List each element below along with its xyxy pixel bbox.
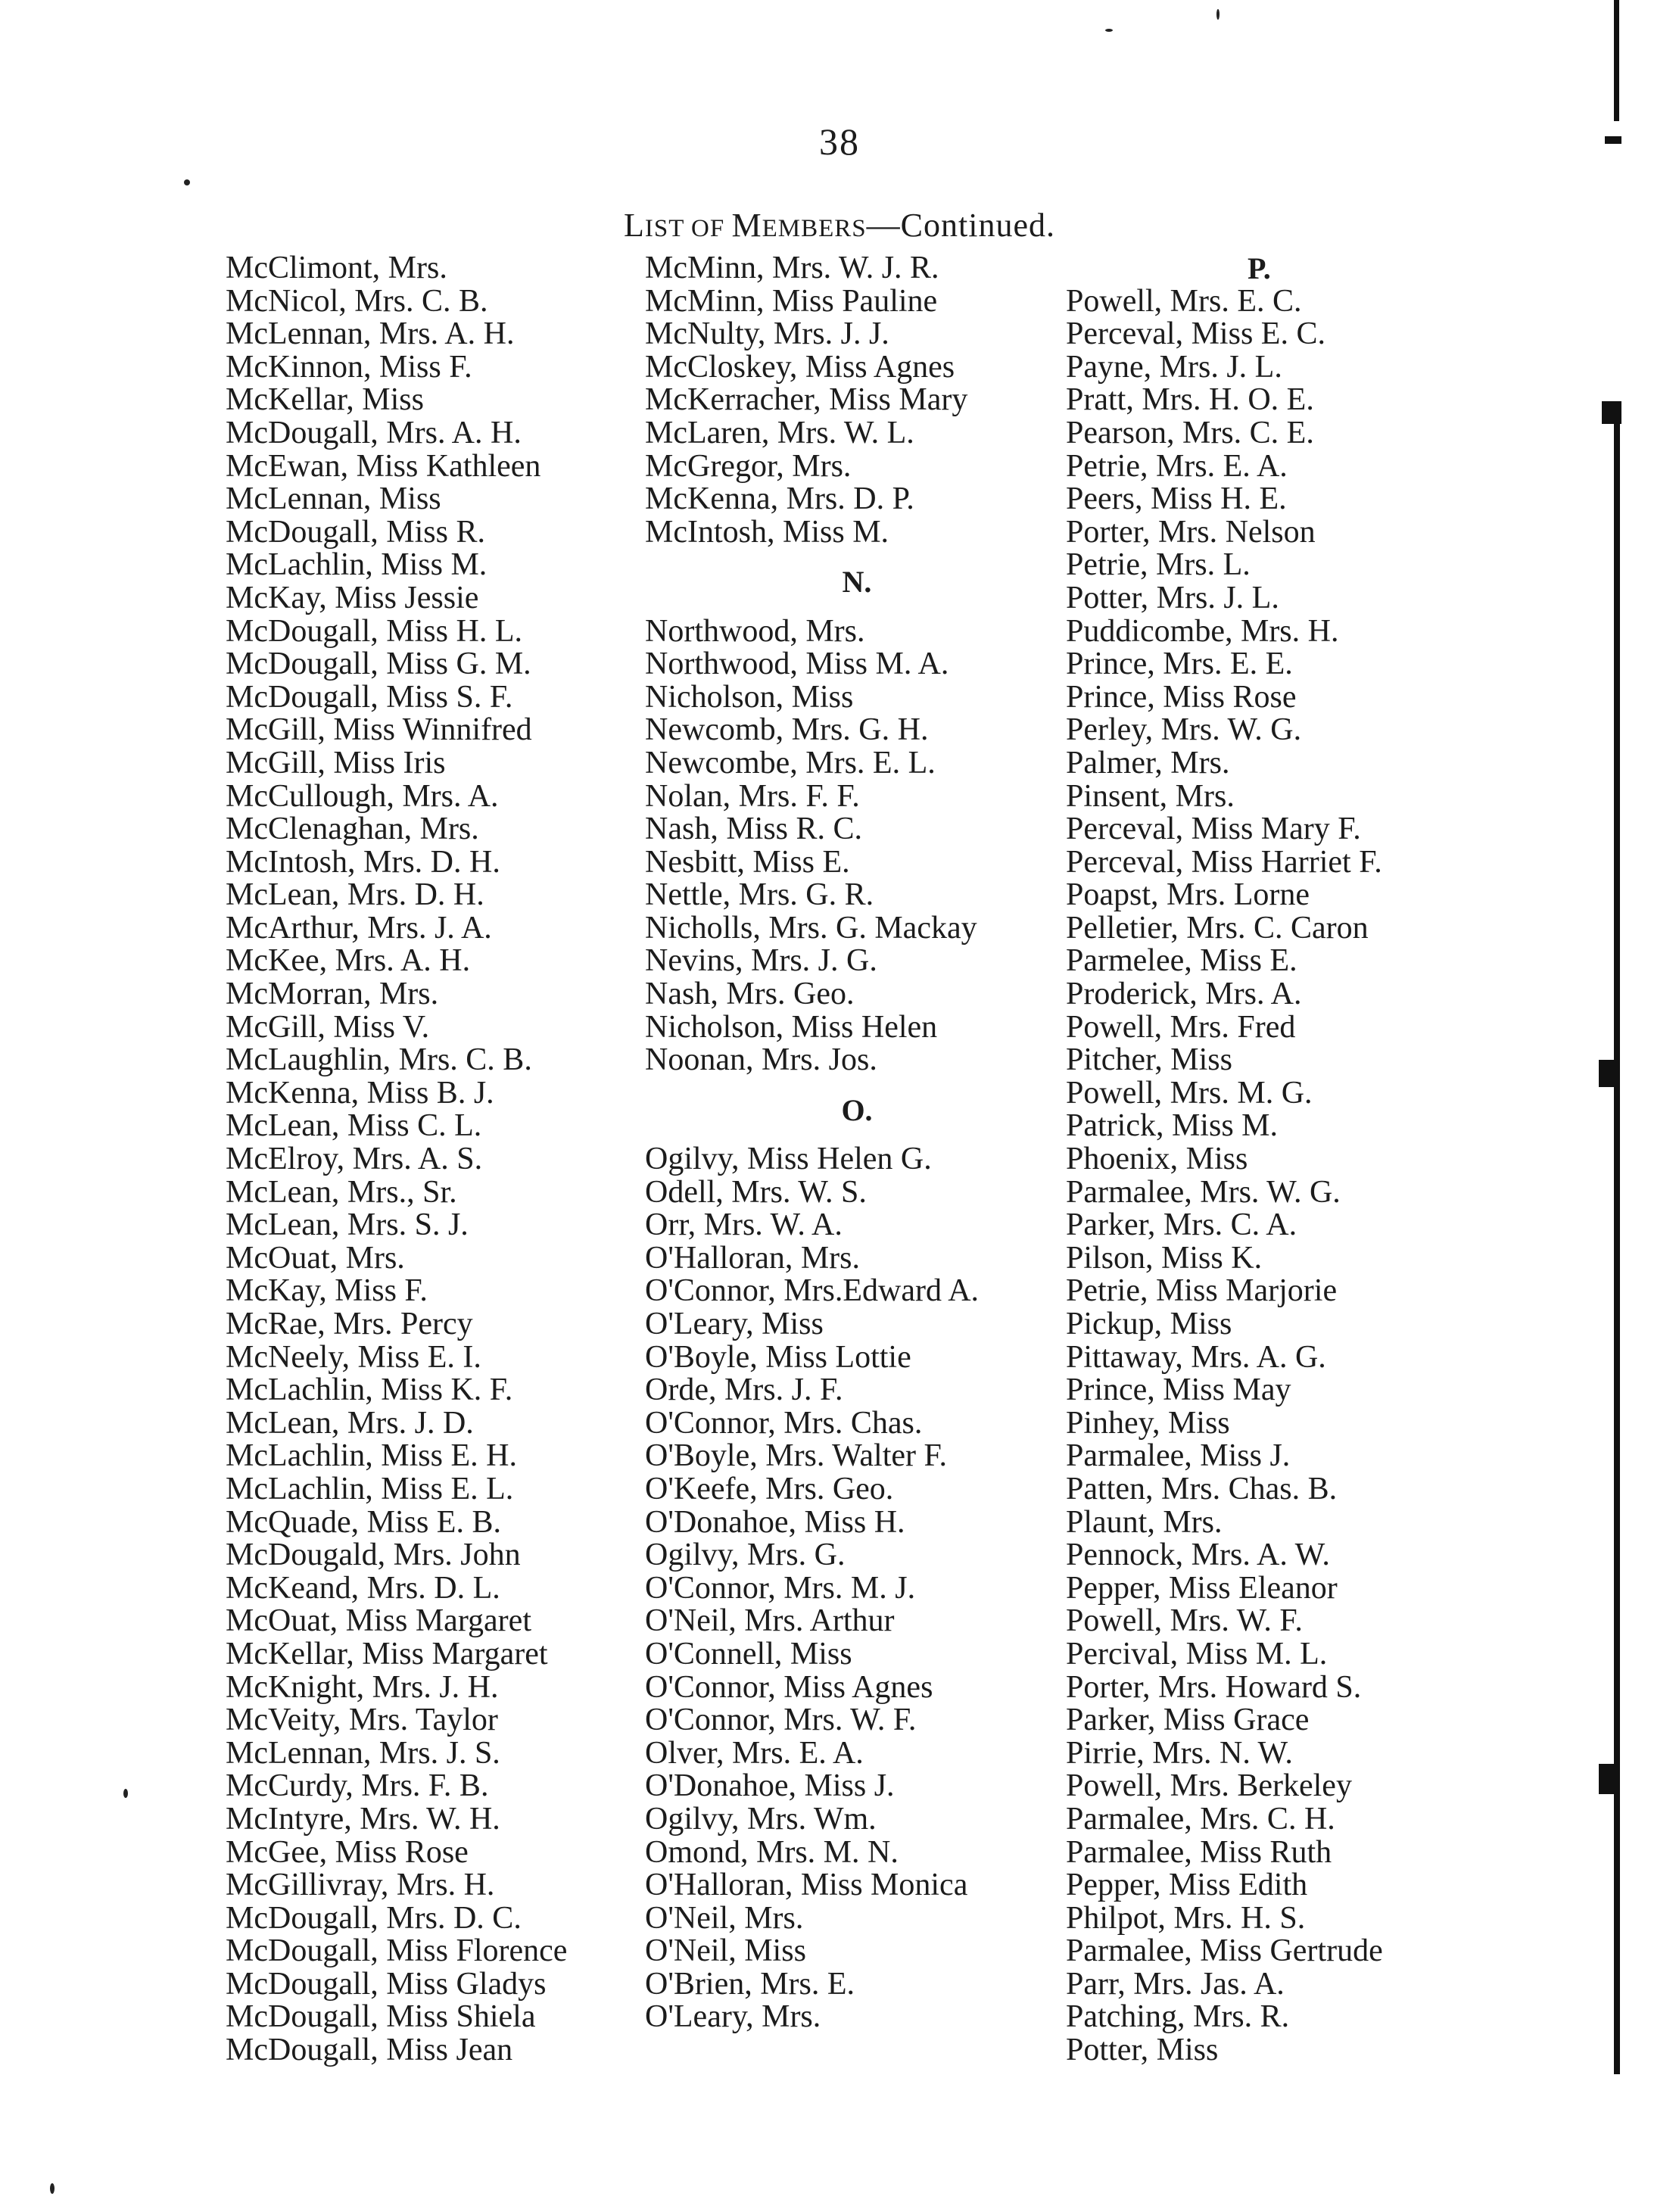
section-p bbox=[1066, 285, 1459, 2067]
member-entry: McQuade, Miss E. B. bbox=[226, 1504, 501, 1540]
member-entry: McDougall, Miss Shiela bbox=[226, 1999, 536, 2035]
member-entry: McOuat, Mrs. bbox=[226, 1240, 405, 1276]
member-entry: Powell, Mrs. Berkeley bbox=[1066, 1768, 1352, 1804]
heading-tail: —Continued. bbox=[866, 207, 1055, 244]
member-entry: Parker, Miss Grace bbox=[1066, 1703, 1310, 1738]
member-entry: McGill, Miss Iris bbox=[226, 745, 446, 780]
member-entry: McCurdy, Mrs. F. B. bbox=[226, 1768, 489, 1804]
member-entry: McEwan, Miss Kathleen bbox=[226, 448, 541, 484]
section-letter-n: N. bbox=[842, 565, 872, 600]
member-entry: O'Leary, Mrs. bbox=[645, 1999, 821, 2035]
member-column-2 bbox=[645, 252, 1069, 2034]
member-entry: Parmalee, Miss Ruth bbox=[1066, 1834, 1332, 1870]
member-entry: Pitcher, Miss bbox=[1066, 1042, 1232, 1078]
section-gap bbox=[645, 599, 1069, 615]
member-entry: Parr, Mrs. Jas. A. bbox=[1066, 1966, 1285, 2002]
section-gap bbox=[645, 1126, 1069, 1143]
member-entry: Petrie, Mrs. E. A. bbox=[1066, 448, 1288, 484]
member-entry: Phoenix, Miss bbox=[1066, 1142, 1248, 1177]
member-entry: Puddicombe, Mrs. H. bbox=[1066, 613, 1339, 649]
member-entry: McNeely, Miss E. I. bbox=[226, 1339, 481, 1375]
member-entry: McKee, Mrs. A. H. bbox=[226, 943, 471, 979]
member-entry: Parmelee, Miss E. bbox=[1066, 943, 1297, 979]
member-entry: Nolan, Mrs. F. F. bbox=[645, 778, 860, 814]
member-entry: McMinn, Mrs. W. J. R. bbox=[645, 251, 939, 285]
member-entry: McGregor, Mrs. bbox=[645, 448, 852, 484]
heading-smallcaps-1: IST OF bbox=[644, 215, 732, 242]
page-number: 38 bbox=[819, 120, 860, 163]
member-entry: McKnight, Mrs. J. H. bbox=[226, 1669, 499, 1705]
member-entry: O'Halloran, Miss Monica bbox=[645, 1868, 968, 1903]
member-entry: Olver, Mrs. E. A. bbox=[645, 1735, 864, 1771]
member-entry: Payne, Mrs. J. L. bbox=[1066, 349, 1282, 385]
member-entry: McVeity, Mrs. Taylor bbox=[226, 1703, 498, 1738]
member-entry: Prince, Mrs. E. E. bbox=[1066, 646, 1293, 682]
member-entry: McGillivray, Mrs. H. bbox=[226, 1868, 495, 1903]
member-entry: Petrie, Mrs. L. bbox=[1066, 547, 1251, 583]
scan-speck bbox=[1105, 29, 1113, 32]
member-entry: Northwood, Miss M. A. bbox=[645, 646, 949, 682]
member-entry: McOuat, Miss Margaret bbox=[226, 1603, 531, 1639]
member-entry: Nevins, Mrs. J. G. bbox=[645, 943, 877, 979]
member-entry: Porter, Mrs. Howard S. bbox=[1066, 1669, 1362, 1705]
member-entry: O'Boyle, Miss Lottie bbox=[645, 1339, 911, 1375]
member-entry: Pennock, Mrs. A. W. bbox=[1066, 1537, 1330, 1573]
section-gap bbox=[645, 549, 1069, 565]
member-entry: O'Connor, Mrs.Edward A. bbox=[645, 1273, 980, 1309]
member-entry: Nicholson, Miss Helen bbox=[645, 1009, 938, 1045]
member-entry: Nash, Mrs. Geo. bbox=[645, 977, 855, 1012]
member-entry: Pepper, Miss Edith bbox=[1066, 1868, 1308, 1903]
member-entry: McDougald, Mrs. John bbox=[226, 1537, 521, 1573]
page-heading bbox=[0, 206, 1679, 245]
member-entry: McKellar, Miss bbox=[226, 382, 424, 418]
member-entry: McLean, Miss C. L. bbox=[226, 1108, 482, 1144]
member-entry: Parmalee, Mrs. W. G. bbox=[1066, 1174, 1341, 1210]
member-entry: O'Neil, Mrs. bbox=[645, 1900, 804, 1936]
member-entry: O'Connell, Miss bbox=[645, 1636, 852, 1671]
member-entry: McKeand, Mrs. D. L. bbox=[226, 1570, 500, 1606]
member-entry: McLachlin, Miss M. bbox=[226, 547, 488, 583]
member-entry: Prince, Miss Rose bbox=[1066, 679, 1297, 715]
member-entry: Pilson, Miss K. bbox=[1066, 1240, 1263, 1276]
scan-edge-mark bbox=[1614, 0, 1619, 121]
member-entry: Parmalee, Mrs. C. H. bbox=[1066, 1801, 1335, 1837]
member-entry: Newcomb, Mrs. G. H. bbox=[645, 712, 929, 748]
member-entry: McLaren, Mrs. W. L. bbox=[645, 415, 914, 450]
member-entry: Percival, Miss M. L. bbox=[1066, 1636, 1328, 1671]
member-entry: Orde, Mrs. J. F. bbox=[645, 1372, 843, 1408]
member-entry: Orr, Mrs. W. A. bbox=[645, 1207, 843, 1243]
member-entry: O'Donahoe, Miss J. bbox=[645, 1768, 895, 1804]
member-entry: McLean, Mrs. D. H. bbox=[226, 877, 484, 913]
member-entry: Patten, Mrs. Chas. B. bbox=[1066, 1471, 1338, 1506]
member-entry: McGill, Miss Winnifred bbox=[226, 712, 532, 748]
member-entry: Noonan, Mrs. Jos. bbox=[645, 1042, 877, 1078]
member-entry: McCloskey, Miss Agnes bbox=[645, 349, 955, 385]
scan-speck bbox=[1216, 9, 1220, 20]
member-entry: McNulty, Mrs. J. J. bbox=[645, 316, 889, 352]
member-entry: Petrie, Miss Marjorie bbox=[1066, 1273, 1338, 1309]
member-entry: McDougall, Miss G. M. bbox=[226, 646, 531, 682]
member-entry: McIntosh, Miss M. bbox=[645, 514, 889, 550]
member-entry: Pelletier, Mrs. C. Caron bbox=[1066, 910, 1369, 946]
member-entry: McArthur, Mrs. J. A. bbox=[226, 910, 492, 946]
member-entry: McLachlin, Miss K. F. bbox=[226, 1372, 513, 1408]
member-entry: McKerracher, Miss Mary bbox=[645, 382, 968, 418]
heading-initial-1: L bbox=[624, 207, 645, 244]
member-entry: Pearson, Mrs. C. E. bbox=[1066, 415, 1314, 450]
member-entry: Powell, Mrs. E. C. bbox=[1066, 283, 1302, 319]
section-m-continued bbox=[645, 252, 1069, 549]
member-entry: McKay, Miss F. bbox=[226, 1273, 428, 1309]
member-entry: McElroy, Mrs. A. S. bbox=[226, 1142, 483, 1177]
member-entry: Nesbitt, Miss E. bbox=[645, 844, 850, 880]
member-entry: O'Boyle, Mrs. Walter F. bbox=[645, 1438, 948, 1474]
member-entry: McDougall, Miss Jean bbox=[226, 2033, 513, 2068]
scan-speck bbox=[123, 1789, 128, 1798]
member-entry: McLennan, Miss bbox=[226, 481, 441, 517]
member-entry: Parmalee, Miss J. bbox=[1066, 1438, 1291, 1474]
scan-speck bbox=[50, 2183, 55, 2194]
section-letter-o: O. bbox=[841, 1092, 873, 1127]
member-entry: Pittaway, Mrs. A. G. bbox=[1066, 1339, 1326, 1375]
member-entry: McKinnon, Miss F. bbox=[226, 349, 472, 385]
member-entry: McGill, Miss V. bbox=[226, 1009, 430, 1045]
section-o bbox=[645, 1143, 1069, 2034]
member-entry: Nicholls, Mrs. G. Mackay bbox=[645, 910, 977, 946]
member-entry: McMorran, Mrs. bbox=[226, 977, 439, 1012]
member-entry: McCullough, Mrs. A. bbox=[226, 778, 499, 814]
member-entry: Peers, Miss H. E. bbox=[1066, 481, 1287, 517]
member-entry: McKenna, Miss B. J. bbox=[226, 1075, 494, 1111]
member-entry: Perley, Mrs. W. G. bbox=[1066, 712, 1302, 748]
member-entry: McDougall, Miss S. F. bbox=[226, 679, 513, 715]
member-entry: Northwood, Mrs. bbox=[645, 613, 865, 649]
heading-initial-2: M bbox=[731, 207, 762, 244]
member-entry: McNicol, Mrs. C. B. bbox=[226, 283, 488, 319]
member-entry: O'Leary, Miss bbox=[645, 1307, 824, 1341]
member-entry: McLennan, Mrs. J. S. bbox=[226, 1735, 500, 1771]
member-entry: Porter, Mrs. Nelson bbox=[1066, 514, 1316, 550]
member-entry: O'Connor, Mrs. W. F. bbox=[645, 1703, 917, 1738]
member-entry: Philpot, Mrs. H. S. bbox=[1066, 1900, 1306, 1936]
member-entry: McLean, Mrs. J. D. bbox=[226, 1405, 474, 1441]
member-entry: Nettle, Mrs. G. R. bbox=[645, 877, 874, 913]
member-entry: Pinsent, Mrs. bbox=[1066, 778, 1235, 814]
member-entry: Pepper, Miss Eleanor bbox=[1066, 1570, 1338, 1606]
member-entry: Omond, Mrs. M. N. bbox=[645, 1834, 899, 1870]
member-entry: Plaunt, Mrs. bbox=[1066, 1504, 1223, 1540]
member-entry: McDougall, Miss Florence bbox=[226, 1933, 568, 1969]
member-entry: Odell, Mrs. W. S. bbox=[645, 1174, 867, 1210]
member-entry: Potter, Miss bbox=[1066, 2033, 1219, 2068]
member-entry: Ogilvy, Mrs. Wm. bbox=[645, 1801, 877, 1837]
member-entry: O'Brien, Mrs. E. bbox=[645, 1966, 855, 2002]
member-entry: Nicholson, Miss bbox=[645, 679, 854, 715]
member-entry: Prince, Miss May bbox=[1066, 1372, 1291, 1408]
section-gap bbox=[645, 1077, 1069, 1094]
member-entry: Powell, Mrs. W. F. bbox=[1066, 1603, 1303, 1639]
member-entry: McKay, Miss Jessie bbox=[226, 580, 479, 615]
member-entry: Parker, Mrs. C. A. bbox=[1066, 1207, 1297, 1243]
member-entry: Perceval, Miss Mary F. bbox=[1066, 812, 1361, 847]
member-entry: Newcombe, Mrs. E. L. bbox=[645, 745, 936, 780]
member-entry: Proderick, Mrs. A. bbox=[1066, 977, 1302, 1012]
scan-edge-mark bbox=[1599, 1764, 1620, 1794]
member-entry: Potter, Mrs. J. L. bbox=[1066, 580, 1279, 615]
scan-edge-mark bbox=[1614, 409, 1620, 2074]
member-entry: O'Halloran, Mrs. bbox=[645, 1240, 861, 1276]
member-entry: O'Donahoe, Miss H. bbox=[645, 1504, 905, 1540]
member-column-1 bbox=[226, 252, 634, 2067]
member-entry: McKellar, Miss Margaret bbox=[226, 1636, 548, 1671]
member-entry: Ogilvy, Miss Helen G. bbox=[645, 1142, 932, 1177]
member-entry: McLean, Mrs. S. J. bbox=[226, 1207, 469, 1243]
member-entry: McClimont, Mrs. bbox=[226, 251, 447, 285]
member-entry: Parmalee, Miss Gertrude bbox=[1066, 1933, 1383, 1969]
member-entry: O'Keefe, Mrs. Geo. bbox=[645, 1471, 894, 1506]
member-entry: McDougall, Miss H. L. bbox=[226, 613, 522, 649]
member-entry: McDougall, Miss Gladys bbox=[226, 1966, 547, 2002]
member-entry: McRae, Mrs. Percy bbox=[226, 1307, 473, 1341]
member-entry: O'Neil, Miss bbox=[645, 1933, 806, 1969]
member-entry: McLennan, Mrs. A. H. bbox=[226, 316, 515, 352]
member-entry: McDougall, Mrs. D. C. bbox=[226, 1900, 522, 1936]
heading-smallcaps-2: EMBERS bbox=[762, 215, 867, 242]
member-entry: Nash, Miss R. C. bbox=[645, 812, 863, 847]
member-column-3 bbox=[1066, 252, 1459, 2067]
member-entry: McIntosh, Mrs. D. H. bbox=[226, 844, 500, 880]
member-entry: McLachlin, Miss E. L. bbox=[226, 1471, 514, 1506]
member-entry: McKenna, Mrs. D. P. bbox=[645, 481, 914, 517]
member-entry: McDougall, Miss R. bbox=[226, 514, 486, 550]
member-entry: Poapst, Mrs. Lorne bbox=[1066, 877, 1310, 913]
member-entry: McMinn, Miss Pauline bbox=[645, 283, 938, 319]
member-entry: Patrick, Miss M. bbox=[1066, 1108, 1279, 1144]
member-entry: McGee, Miss Rose bbox=[226, 1834, 469, 1870]
member-entry: Pratt, Mrs. H. O. E. bbox=[1066, 382, 1314, 418]
member-entry: McLachlin, Miss E. H. bbox=[226, 1438, 517, 1474]
scan-edge-mark bbox=[1599, 1060, 1620, 1087]
member-entry: Pickup, Miss bbox=[1066, 1307, 1232, 1341]
scan-speck bbox=[184, 179, 190, 185]
section-letter-p: P. bbox=[1248, 251, 1271, 285]
member-entry: Palmer, Mrs. bbox=[1066, 745, 1230, 780]
member-entry: Patching, Mrs. R. bbox=[1066, 1999, 1290, 2035]
member-entry: Perceval, Miss Harriet F. bbox=[1066, 844, 1382, 880]
member-entry: McIntyre, Mrs. W. H. bbox=[226, 1801, 500, 1837]
member-entry: Perceval, Miss E. C. bbox=[1066, 316, 1325, 352]
member-entry: McClenaghan, Mrs. bbox=[226, 812, 479, 847]
member-entry: O'Connor, Mrs. M. J. bbox=[645, 1570, 916, 1606]
member-entry: Powell, Mrs. M. G. bbox=[1066, 1075, 1313, 1111]
scan-edge-mark bbox=[1602, 401, 1621, 424]
member-entry: O'Neil, Mrs. Arthur bbox=[645, 1603, 895, 1639]
member-entry: McDougall, Mrs. A. H. bbox=[226, 415, 522, 450]
member-entry: McLean, Mrs., Sr. bbox=[226, 1174, 457, 1210]
scan-edge-mark bbox=[1605, 136, 1621, 144]
member-entry: Powell, Mrs. Fred bbox=[1066, 1009, 1296, 1045]
member-entry: McLaughlin, Mrs. C. B. bbox=[226, 1042, 532, 1078]
section-n bbox=[645, 615, 1069, 1077]
member-entry: O'Connor, Miss Agnes bbox=[645, 1669, 933, 1705]
member-entry: Pinhey, Miss bbox=[1066, 1405, 1230, 1441]
member-entry: O'Connor, Mrs. Chas. bbox=[645, 1405, 923, 1441]
member-entry: Pirrie, Mrs. N. W. bbox=[1066, 1735, 1293, 1771]
member-entry: Ogilvy, Mrs. G. bbox=[645, 1537, 846, 1573]
